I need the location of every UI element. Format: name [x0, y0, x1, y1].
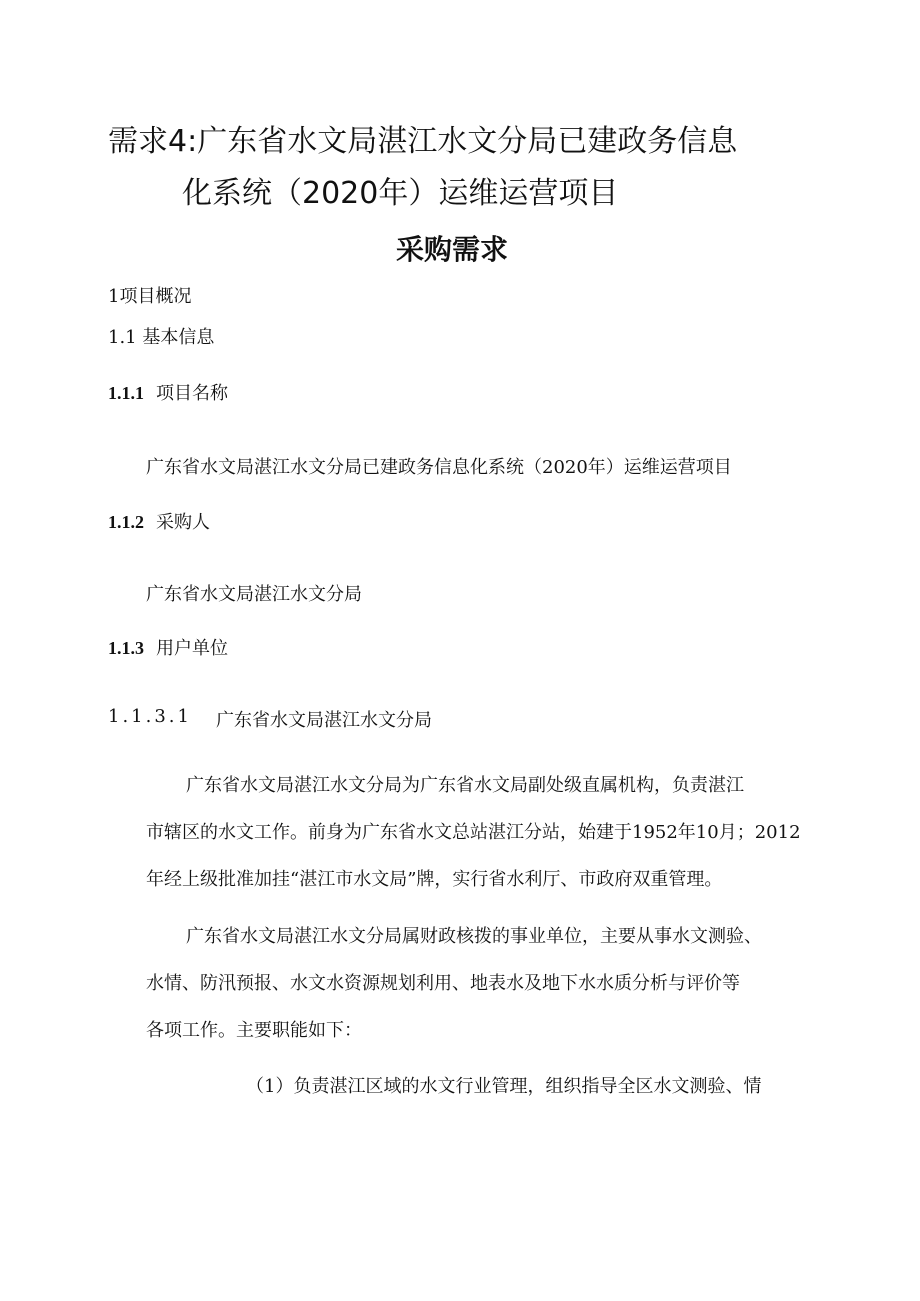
list-item: （1）负责湛江区域的水文行业管理，组织指导全区水文测验、情: [246, 1076, 762, 1097]
paragraph-line: 广东省水文局湛江水文分局属财政核拨的事业单位，主要从事水文测验、: [186, 926, 762, 947]
paragraph-agency-intro: [146, 762, 826, 903]
heading-basic-info: 1.1 基本信息: [108, 327, 215, 348]
purchaser-value: 广东省水文局湛江水文分局: [146, 584, 362, 605]
paragraph-agency-functions: [146, 913, 826, 1054]
heading-number: 1.1.2: [108, 512, 144, 532]
document-title-line-1: 需求4:广东省水文局湛江水文分局已建政务信息: [108, 124, 738, 159]
heading-user-unit-1: [108, 706, 432, 731]
paragraph-line: 水情、防汛预报、水文水资源规划利用、地表水及地下水水质分析与评价等: [146, 973, 740, 994]
paragraph-line: 各项工作。主要职能如下：: [146, 1020, 362, 1041]
heading-number: 1.1.1: [108, 383, 144, 403]
heading-project-name: [108, 379, 228, 405]
heading-label: 采购人: [156, 512, 210, 533]
paragraph-line: 广东省水文局湛江水文分局为广东省水文局副处级直属机构，负责湛江: [186, 775, 744, 796]
heading-label: 项目名称: [156, 383, 228, 404]
project-name-value: 广东省水文局湛江水文分局已建政务信息化系统（2020年）运维运营项目: [146, 457, 732, 478]
paragraph-line: 市辖区的水文工作。前身为广东省水文总站湛江分站，始建于1952年10月；2012: [146, 822, 801, 843]
heading-number: 1.1.3: [108, 638, 144, 658]
heading-project-overview: 1项目概况: [108, 286, 192, 307]
paragraph-line: 年经上级批准加挂“湛江市水文局”牌，实行省水利厅、市政府双重管理。: [146, 869, 723, 890]
heading-purchaser: [108, 508, 210, 534]
heading-user-unit: [108, 634, 228, 660]
document-title-line-2: 化系统（2020年）运维运营项目: [182, 176, 619, 211]
heading-label: 广东省水文局湛江水文分局: [216, 710, 432, 731]
heading-number: 1.1.3.1: [108, 706, 192, 727]
heading-label: 用户单位: [156, 638, 228, 659]
document-subtitle: 采购需求: [396, 233, 509, 266]
